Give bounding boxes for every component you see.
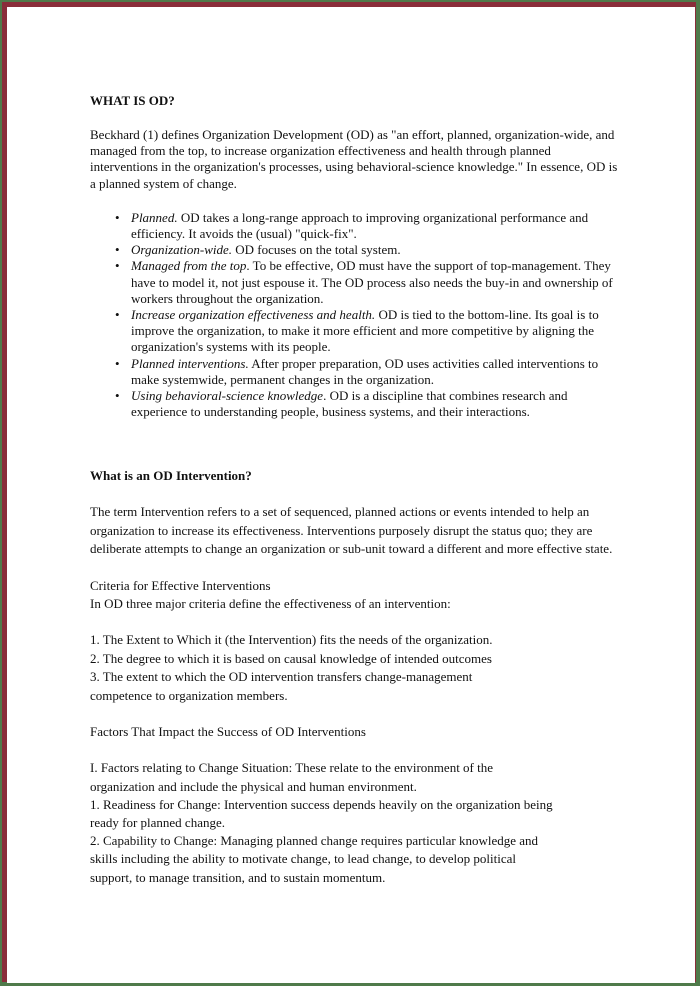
factors-list <box>90 759 555 886</box>
list-item <box>90 388 620 420</box>
factor-item: 1. Readiness for Change: Intervention success depends heavily on the organization being ready for planned change. <box>90 796 553 830</box>
document-body <box>90 93 620 887</box>
criteria-list <box>90 631 620 705</box>
bullet-text: OD focuses on the total system. <box>232 242 401 258</box>
bullet-icon: • <box>115 388 120 404</box>
bullet-icon: • <box>115 242 120 258</box>
spacer <box>90 741 620 759</box>
bullet-icon: • <box>115 307 120 323</box>
criteria-section <box>90 577 620 613</box>
bullet-text: . OD is a discipline that combines research and experience to understanding people, business systems, and their interactions. <box>131 388 568 420</box>
criteria-item: 1. The Extent to Which it (the Intervention) fits the needs of the organization. <box>90 631 493 647</box>
page-border <box>2 2 696 982</box>
bullet-text: After proper preparation, OD uses activities called interventions to make systemwide, permanent changes in the organization. <box>131 355 599 387</box>
factors-title: Factors That Impact the Success of OD Interventions <box>90 724 366 740</box>
bullet-icon: • <box>115 355 120 371</box>
intervention-paragraph: The term Intervention refers to a set of sequenced, planned actions or events intended to help an organization to increase its effectiveness. Interventions purposely disrupt the status quo; they are deliberate attempts to change an organization or sub-unit toward a different and more effective state. <box>90 504 613 557</box>
bullet-lead: Managed from the top <box>131 258 247 274</box>
spacer <box>90 705 620 723</box>
document-page <box>7 7 695 983</box>
criteria-intro: In OD three major criteria define the effectiveness of an intervention: <box>90 595 451 611</box>
bullet-lead: Increase organization effectiveness and health. <box>131 307 376 323</box>
bullet-icon: • <box>115 258 120 274</box>
bullet-text: OD is tied to the bottom-line. Its goal is to improve the organization, to make it more efficient and more competitive by aligning the organization's systems with its people. <box>131 307 599 355</box>
bullet-icon: • <box>115 209 120 225</box>
bullet-text: OD takes a long-range approach to improving organizational performance and efficiency. It avoids the (usual) "quick-fix". <box>131 209 589 242</box>
criteria-item: 2. The degree to which it is based on causal knowledge of intended outcomes <box>90 650 492 666</box>
bullet-lead: Using behavioral-science knowledge <box>131 388 324 404</box>
list-item <box>90 356 620 388</box>
criteria-title: Criteria for Effective Interventions <box>90 577 271 593</box>
spacer <box>90 613 620 631</box>
factor-item: I. Factors relating to Change Situation: These relate to the environment of the organization and include the physical and human environment. <box>90 760 494 794</box>
list-item <box>90 210 620 242</box>
list-item <box>90 258 620 307</box>
od-characteristics-list <box>90 210 620 421</box>
intro-paragraph: Beckhard (1) defines Organization Development (OD) as "an effort, planned, organization-wide, and managed from the top, to increase organization effectiveness and health through planned interventions in the organization's processes, using behavioral-science knowledge." In essence, OD is a planned system of change. <box>90 127 618 191</box>
factor-item: 2. Capability to Change: Managing planned change requires particular knowledge and skills including the ability to motivate change, to lead change, to develop political support, to manage transition, and to sustain momentum. <box>90 833 538 885</box>
heading-what-is-od: WHAT IS OD? <box>90 93 175 108</box>
bullet-lead: Planned. <box>131 209 178 225</box>
list-item <box>90 242 620 258</box>
bullet-text: . To be effective, OD must have the support of top-management. They have to model it, not just espouse it. The OD process also needs the buy-in and ownership of workers throughout the organization. <box>131 258 613 306</box>
heading-od-intervention: What is an OD Intervention? <box>90 468 252 484</box>
criteria-item: 3. The extent to which the OD intervention transfers change-management competence to organization members. <box>90 669 473 703</box>
bullet-lead: Planned interventions. <box>131 355 249 371</box>
list-item <box>90 307 620 356</box>
bullet-lead: Organization-wide. <box>131 242 232 258</box>
